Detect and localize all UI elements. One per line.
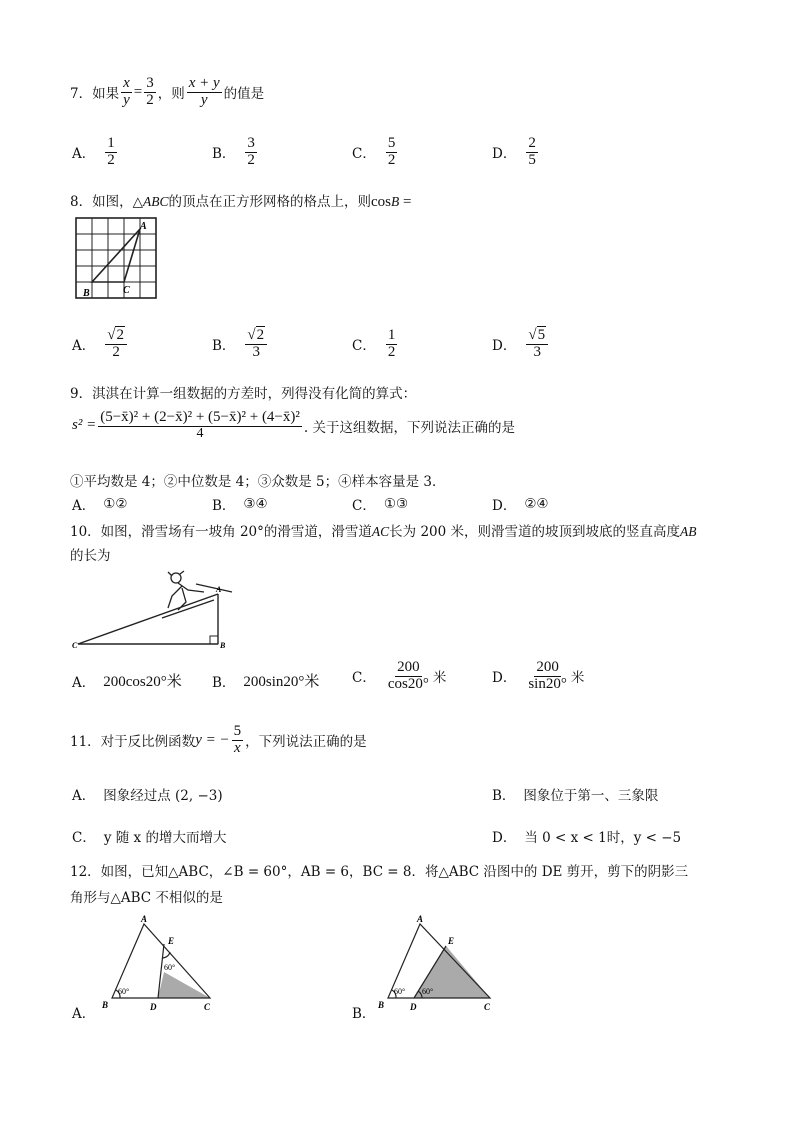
q7-frac-xy-over-y: $\frac{x + y}{y}$ bbox=[188, 75, 220, 108]
fig-a-label-d: D bbox=[150, 1002, 157, 1012]
q8-label-c: C bbox=[123, 285, 130, 296]
q8-stem: 8．如图，△ABC的顶点在正方形网格的格点上，则cosB = bbox=[70, 194, 412, 210]
q10-label-c: C bbox=[72, 641, 78, 650]
q8-option-a[interactable]: A． $\frac{√2}{2}$ bbox=[72, 328, 129, 361]
q12-figure-b bbox=[376, 914, 492, 1014]
q9-option-b[interactable]: B． ③④ bbox=[212, 496, 268, 514]
q7-option-a[interactable]: A． $\frac{1}{2}$ bbox=[72, 135, 115, 168]
fig-b-angle-d: 60° bbox=[422, 987, 434, 996]
q12-stem-line1: 12．如图，已知△ABC，∠B = 60°，AB = 6，BC = 8．将△ABC 沿图中的 DE 剪开，剪下的阴影三 bbox=[70, 864, 689, 880]
q12-figure-a-label[interactable]: A． bbox=[72, 1006, 96, 1022]
fig-b-label-b: B bbox=[378, 1000, 385, 1010]
q11-option-d[interactable]: D． 当 0 < x < 1时，y < −5 bbox=[492, 830, 682, 846]
fig-b-angle-b: 60° bbox=[394, 987, 406, 996]
q10-ski-slope-figure bbox=[72, 566, 242, 650]
q7-option-d[interactable]: D． $\frac{2}{5}$ bbox=[492, 135, 536, 168]
q12-figure-b-label[interactable]: B． bbox=[352, 1006, 376, 1022]
q10-option-d[interactable]: D． $\frac{200}{\sin 20^\circ}$ 米 bbox=[492, 659, 585, 692]
q9-option-a[interactable]: A． ①② bbox=[72, 496, 128, 514]
fig-b-label-c: C bbox=[484, 1002, 491, 1012]
fig-b-label-e: E bbox=[448, 936, 455, 946]
q8-option-c[interactable]: C． $\frac{1}{2}$ bbox=[352, 327, 396, 360]
q7-stem: 7．如果 $\frac{x}{y}$ = $\frac{3}{2}$ ，则 $\frac{x + y}{y}$ 的值是 bbox=[70, 75, 265, 108]
q7-frac-3-over-2: $\frac{3}{2}$ bbox=[146, 75, 154, 108]
q11-option-b[interactable]: B． 图象位于第一、三象限 bbox=[492, 788, 659, 804]
fig-a-angle-e: 60° bbox=[164, 963, 176, 972]
fig-a-label-a: A bbox=[141, 914, 148, 924]
fig-b-label-d: D bbox=[410, 1002, 417, 1012]
q9-option-d[interactable]: D． ②④ bbox=[492, 496, 549, 514]
q7-option-b[interactable]: B． $\frac{3}{2}$ bbox=[212, 135, 255, 168]
q10-label-b: B bbox=[220, 641, 226, 650]
q12-figure-a bbox=[100, 914, 216, 1014]
q10-stem-line2: 的长为 bbox=[70, 548, 111, 564]
q11-option-a[interactable]: A． 图象经过点 (2, −3) bbox=[72, 788, 223, 804]
q9-formula: s² = $\frac{\text{(5−x̄)² + (2−x̄)² + (5−x̄)² + (4−x̄)²}}{4}$ . 关于这组数据，下列说法正确的是 bbox=[72, 409, 515, 441]
q11-stem: 11．对于反比例函数 y = − $\frac{5}{x}$ ，下列说法正确的是 bbox=[70, 723, 367, 756]
q8-label-a: A bbox=[140, 221, 147, 232]
q8-grid-figure bbox=[74, 216, 158, 302]
fig-b-label-a: A bbox=[417, 914, 424, 924]
q8-option-d[interactable]: D． $\frac{√5}{3}$ bbox=[492, 328, 550, 361]
fig-a-label-e: E bbox=[168, 936, 175, 946]
q10-option-b[interactable]: B． 200sin20°米 bbox=[212, 674, 320, 691]
fig-a-label-b: B bbox=[102, 1000, 109, 1010]
fig-a-label-c: C bbox=[204, 1002, 211, 1012]
q7-frac-x-over-y: $\frac{x}{y}$ bbox=[123, 75, 130, 108]
q9-statements: ①平均数是 4；②中位数是 4；③众数是 5；④样本容量是 3． bbox=[70, 474, 446, 490]
q9-intro: 9．淇淇在计算一组数据的方差时，列得没有化简的算式： bbox=[70, 386, 417, 402]
q10-option-a[interactable]: A． 200cos20°米 bbox=[72, 674, 182, 691]
q8-label-b: B bbox=[83, 288, 90, 299]
q10-option-c[interactable]: C． $\frac{200}{\cos 20^\circ}$ 米 bbox=[352, 659, 447, 692]
q10-stem-line1: 10．如图，滑雪场有一坡角 20°的滑雪道，滑雪道AC长为 200 米，则滑雪道的坡顶到坡底的竖直高度AB bbox=[70, 524, 697, 540]
q12-stem-line2: 角形与△ABC 不相似的是 bbox=[70, 890, 223, 906]
q10-label-a: A bbox=[216, 585, 222, 594]
q11-option-c[interactable]: C． y 随 x 的增大而增大 bbox=[72, 830, 227, 846]
q7-option-c[interactable]: C． $\frac{5}{2}$ bbox=[352, 135, 396, 168]
q8-option-b[interactable]: B． $\frac{√2}{3}$ bbox=[212, 328, 269, 361]
q9-option-c[interactable]: C． ①③ bbox=[352, 496, 409, 514]
fig-a-angle-b: 60° bbox=[118, 987, 130, 996]
